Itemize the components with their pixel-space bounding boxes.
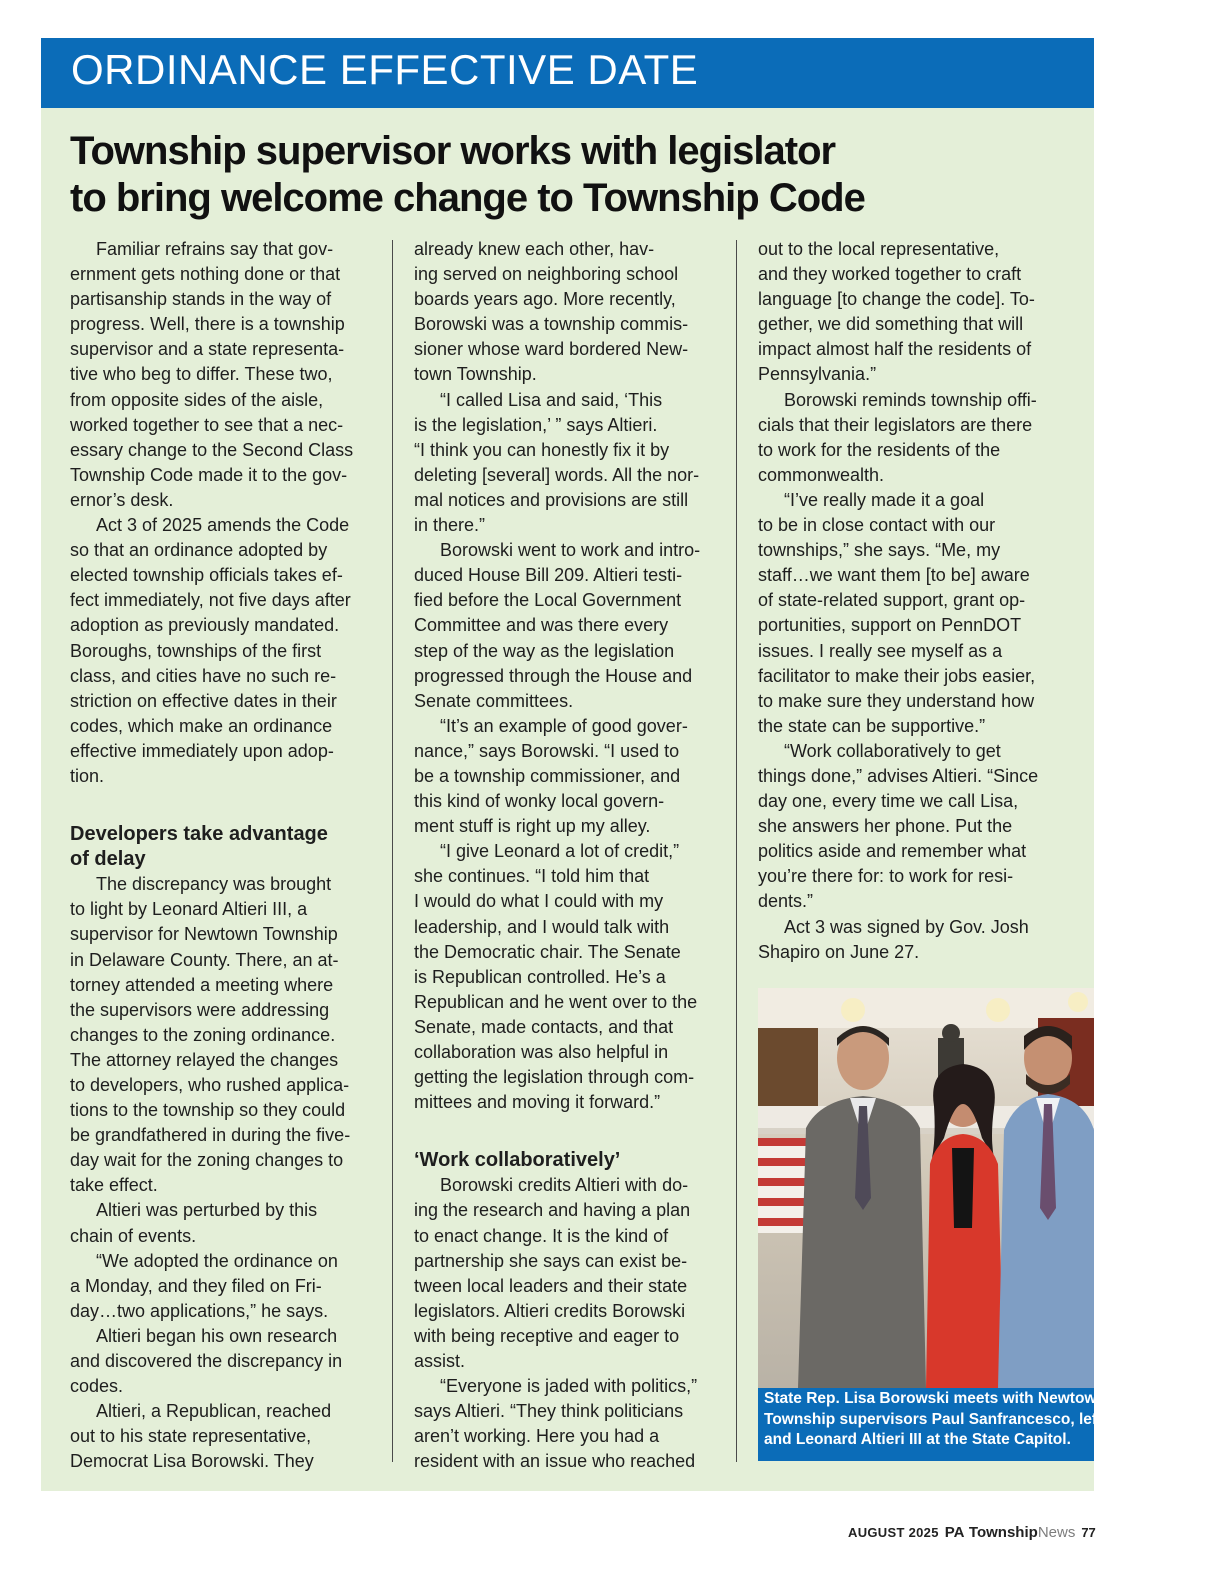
body-text-line: portunities, support on PennDOT	[758, 615, 1022, 636]
body-text-line: effective immediately upon adop-	[70, 740, 334, 761]
body-text-line: progress. Well, there is a township	[70, 314, 345, 335]
body-text-line: “I give Leonard a lot of credit,”	[440, 841, 680, 862]
body-text-line: assist.	[414, 1351, 466, 1372]
body-text-line: “I called Lisa and said, ‘This	[440, 389, 663, 410]
body-text-line: Altieri began his own research	[96, 1325, 338, 1346]
body-text-line: and they worked together to craft	[758, 264, 1022, 285]
section-spacer	[414, 1115, 726, 1148]
body-text-line: town Township.	[414, 364, 537, 385]
body-text-line: Township Code made it to the gov-	[70, 464, 348, 485]
headline-line: to bring welcome change to Township Code	[70, 176, 865, 220]
body-text-line: to be in close contact with our	[758, 515, 996, 536]
body-text-line: “We adopted the ordinance on	[96, 1250, 338, 1271]
body-text-line: partisanship stands in the way of	[70, 289, 332, 310]
body-text-line: to developers, who rushed applica-	[70, 1075, 350, 1095]
body-text-line: politics aside and remember what	[758, 841, 1027, 862]
body-text-line: take effect.	[70, 1175, 158, 1196]
body-text-line: partnership she says can exist be-	[414, 1250, 688, 1271]
body-text-line: Borowski reminds township offi-	[784, 389, 1037, 410]
body-text-line: be a township commissioner, and	[414, 765, 681, 786]
body-text-line: essary change to the Second Class	[70, 439, 354, 460]
body-text-line: Republican and he went over to the	[414, 991, 698, 1012]
article-headline	[70, 128, 1070, 222]
body-text-line: Act 3 was signed by Gov. Josh	[784, 916, 1029, 937]
body-text-line: so that an ordinance adopted by	[70, 540, 328, 561]
body-text-line: things done,” advises Altieri. “Since	[758, 765, 1039, 786]
page-footer	[848, 1524, 1096, 1542]
body-text-line: already knew each other, hav-	[414, 239, 655, 259]
body-text-line: staff…we want them [to be] aware	[758, 565, 1030, 586]
body-text-line: ing served on neighboring school	[414, 264, 679, 285]
body-text-line: and discovered the discrepancy in	[70, 1351, 343, 1372]
body-text-line: a Monday, and they filed on Fri-	[70, 1275, 322, 1296]
body-text-line: is Republican controlled. He’s a	[414, 966, 666, 987]
body-text-line: to work for the residents of the	[758, 439, 1001, 460]
body-text-line: “Everyone is jaded with politics,”	[440, 1376, 698, 1397]
body-text-line: mittees and moving it forward.”	[414, 1092, 661, 1113]
subheading: of delay	[70, 848, 146, 871]
body-text-line: nance,” says Borowski. “I used to	[414, 740, 680, 761]
body-text-line: she continues. “I told him that	[414, 866, 650, 887]
body-text-line: Senate committees.	[414, 690, 574, 711]
body-text-line: in there.”	[414, 515, 486, 536]
body-text-line: resident with an issue who reached	[414, 1451, 696, 1472]
body-text-line: tions to the township so they could	[70, 1100, 346, 1121]
body-text-line: the Democratic chair. The Senate	[414, 941, 681, 962]
publication-name-news: News	[1037, 1524, 1076, 1541]
body-text-line: aren’t working. Here you had a	[414, 1426, 660, 1447]
body-text-line: The attorney relayed the changes	[70, 1049, 339, 1070]
body-text-line: to light by Leonard Altieri III, a	[70, 899, 308, 920]
body-text-line: ernor’s desk.	[70, 489, 174, 510]
publication-name-pa: PA	[944, 1524, 965, 1541]
photo-caption	[758, 1388, 1107, 1461]
body-text-line: “I think you can honestly fix it by	[414, 439, 670, 460]
body-text-line: with being receptive and eager to	[414, 1325, 680, 1346]
caption-line: Township supervisors Paul Sanfrancesco, left,	[764, 1410, 1107, 1428]
body-text-line: day one, every time we call Lisa,	[758, 791, 1019, 812]
body-text-line: The discrepancy was brought	[96, 874, 332, 895]
body-text-line: the supervisors were addressing	[70, 999, 330, 1020]
body-text-line: cials that their legislators are there	[758, 414, 1033, 435]
body-text-line: duced House Bill 209. Altieri testi-	[414, 565, 683, 586]
body-text-line: out to the local representative,	[758, 239, 1000, 259]
subheading: Developers take advantage	[70, 823, 328, 846]
body-text-line: to enact change. It is the kind of	[414, 1225, 669, 1246]
section-spacer	[70, 789, 380, 822]
body-text-line: Shapiro on June 27.	[758, 941, 920, 962]
body-text-line: supervisor for Newtown Township	[70, 924, 338, 945]
body-text-line: chain of events.	[70, 1225, 197, 1246]
body-text-line: codes.	[70, 1376, 124, 1397]
capitol-photo	[758, 988, 1094, 1388]
issue-date: AUGUST 2025	[848, 1525, 939, 1540]
body-text-line: I would do what I could with my	[414, 891, 664, 912]
body-text-line: adoption as previously mandated.	[70, 615, 340, 636]
body-text-line: ing the research and having a plan	[414, 1200, 691, 1221]
body-text-line: mal notices and provisions are still	[414, 489, 689, 510]
article-column-3	[758, 237, 1070, 965]
body-text-line: day…two applications,” he says.	[70, 1300, 329, 1321]
caption-line: and Leonard Altieri III at the State Capitol.	[764, 1431, 1071, 1448]
column-divider	[736, 240, 737, 1462]
body-text-line: says Altieri. “They think politicians	[414, 1401, 684, 1422]
headline-line: Township supervisor works with legislator	[70, 129, 836, 173]
section-banner	[41, 38, 1094, 108]
body-text-line: step of the way as the legislation	[414, 640, 675, 661]
body-text-line: is the legislation,’ ” says Altieri.	[414, 414, 658, 435]
body-text-line: day wait for the zoning changes to	[70, 1150, 344, 1171]
body-text-line: codes, which make an ordinance	[70, 715, 333, 736]
body-text-line: Democrat Lisa Borowski. They	[70, 1451, 314, 1472]
body-text-line: progressed through the House and	[414, 665, 693, 686]
body-text-line: you’re there for: to work for resi-	[758, 866, 1014, 887]
body-text-line: to make sure they understand how	[758, 690, 1035, 711]
body-text-line: out to his state representative,	[70, 1426, 312, 1447]
body-text-line: gether, we did something that will	[758, 314, 1024, 335]
body-text-line: dents.”	[758, 891, 814, 912]
column-divider	[392, 240, 393, 1462]
body-text-line: Senate, made contacts, and that	[414, 1016, 674, 1037]
body-text-line: Altieri was perturbed by this	[96, 1200, 318, 1221]
body-text-line: “I’ve really made it a goal	[784, 489, 985, 510]
publication-name-township: Township	[968, 1524, 1038, 1541]
body-text-line: she answers her phone. Put the	[758, 816, 1013, 837]
body-text-line: fect immediately, not five days after	[70, 590, 351, 611]
article-column-2	[414, 237, 726, 1475]
body-text-line: supervisor and a state representa-	[70, 339, 345, 360]
body-text-line: commonwealth.	[758, 464, 885, 485]
body-text-line: Committee and was there every	[414, 615, 669, 636]
body-text-line: tion.	[70, 765, 105, 786]
body-text-line: the state can be supportive.”	[758, 715, 986, 736]
body-text-line: “It’s an example of good gover-	[440, 715, 688, 736]
body-text-line: torney attended a meeting where	[70, 974, 334, 995]
body-text-line: this kind of wonky local govern-	[414, 791, 665, 812]
body-text-line: of state-related support, grant op-	[758, 590, 1026, 611]
body-text-line: getting the legislation through com-	[414, 1067, 695, 1088]
body-text-line: be grandfathered in during the five-	[70, 1125, 351, 1146]
subheading: ‘Work collaboratively’	[414, 1149, 621, 1172]
body-text-line: leadership, and I would talk with	[414, 916, 670, 937]
article-column-1	[70, 237, 380, 1475]
body-text-line: Altieri, a Republican, reached	[96, 1401, 332, 1422]
body-text-line: fied before the Local Government	[414, 590, 682, 611]
body-text-line: ment stuff is right up my alley.	[414, 816, 651, 837]
body-text-line: Borowski was a township commis-	[414, 314, 689, 335]
body-text-line: deleting [several] words. All the nor-	[414, 464, 700, 485]
body-text-line: sioner whose ward bordered New-	[414, 339, 689, 360]
body-text-line: ernment gets nothing done or that	[70, 264, 341, 285]
body-text-line: boards years ago. More recently,	[414, 289, 676, 310]
body-text-line: striction on effective dates in their	[70, 690, 337, 711]
body-text-line: legislators. Altieri credits Borowski	[414, 1300, 686, 1321]
page-number: 77	[1081, 1525, 1096, 1540]
body-text-line: elected township officials takes ef-	[70, 565, 343, 586]
body-text-line: language [to change the code]. To-	[758, 289, 1035, 310]
body-text-line: “Work collaboratively to get	[784, 740, 1001, 761]
body-text-line: tween local leaders and their state	[414, 1275, 688, 1296]
body-text-line: changes to the zoning ordinance.	[70, 1024, 336, 1045]
body-text-line: collaboration was also helpful in	[414, 1042, 669, 1062]
body-text-line: Borowski went to work and intro-	[440, 540, 701, 561]
photo-illustration	[758, 988, 1094, 1388]
body-text-line: facilitator to make their jobs easier,	[758, 665, 1036, 686]
body-text-line: from opposite sides of the aisle,	[70, 389, 324, 410]
body-text-line: Boroughs, townships of the first	[70, 640, 322, 661]
body-text-line: Borowski credits Altieri with do-	[440, 1175, 689, 1196]
body-text-line: Familiar refrains say that gov-	[96, 239, 334, 259]
body-text-line: class, and cities have no such re-	[70, 665, 337, 686]
body-text-line: townships,” she says. “Me, my	[758, 540, 1001, 561]
section-title: ORDINANCE EFFECTIVE DATE	[71, 46, 699, 93]
body-text-line: impact almost half the residents of	[758, 339, 1032, 360]
caption-line: State Rep. Lisa Borowski meets with Newtown	[764, 1390, 1106, 1407]
body-text-line: in Delaware County. There, an at-	[70, 949, 339, 970]
body-text-line: worked together to see that a nec-	[70, 414, 344, 435]
body-text-line: Act 3 of 2025 amends the Code	[96, 515, 350, 536]
body-text-line: tive who beg to differ. These two,	[70, 364, 333, 385]
body-text-line: issues. I really see myself as a	[758, 640, 1003, 661]
body-text-line: Pennsylvania.”	[758, 364, 877, 385]
